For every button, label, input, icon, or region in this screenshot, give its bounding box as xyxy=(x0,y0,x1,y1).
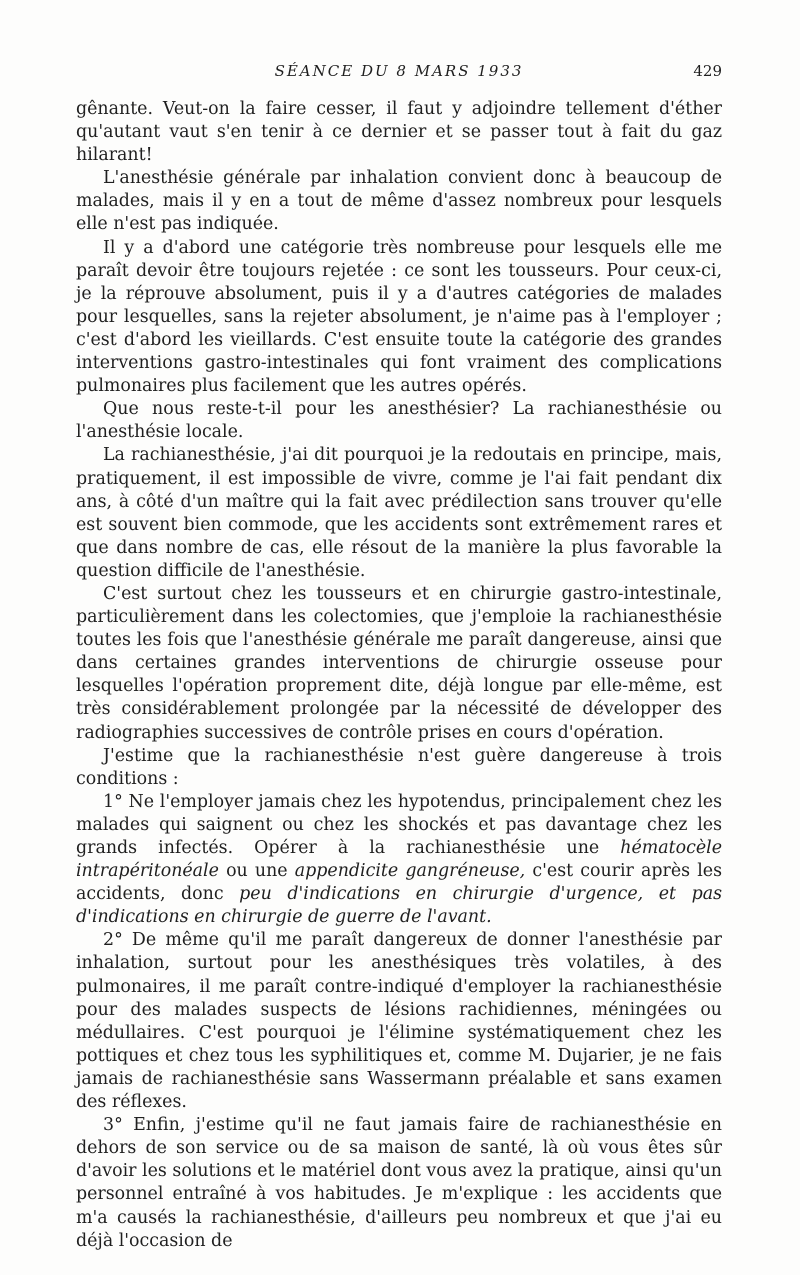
italic-text: appendicite gangréneuse, xyxy=(294,861,526,882)
paragraph xyxy=(76,791,722,930)
paragraph xyxy=(76,167,722,236)
paragraph xyxy=(76,398,722,444)
running-header xyxy=(76,60,722,84)
paragraph-text: La rachianesthésie, j'ai dit pourquoi je la redoutais en principe, mais, pratiquement, il est impossible de vivre, comme je l'ai fait pendant dix ans, à côté d'un maître qui la fait avec prédilection sans trouver qu'elle est souvent bien commode, que les accidents sont extrêmement rares et que dans nombre de cas, elle résout de la manière la plus favorable la question difficile de l'anesthésie. xyxy=(76,445,722,581)
paragraph xyxy=(76,583,722,745)
running-title: SÉANCE DU 8 MARS 1933 xyxy=(274,62,524,80)
paragraph-text: 2° De même qu'il me paraît dangereux de donner l'anesthésie par inhalation, surtout pour les anesthésiques très volatiles, à des pulmonaires, il me paraît contre-indiqué d'employer la rachianesthésie pour des malades suspects de lésions rachidiennes, méningées ou médullaires. C'est pourquoi je l'élimine systématiquement chez les pottiques et chez tous les syphilitiques et, comme M. Dujarier, je ne fais jamais de rachianesthésie sans Wassermann préalable et sans examen des réflexes. xyxy=(76,930,722,1113)
paragraph-text: C'est surtout chez les tousseurs et en chirurgie gastro-intestinale, particulièrement dans les colectomies, que j'emploie la rachianesthésie toutes les fois que l'anesthésie générale me paraît dangereuse, ainsi que dans certaines grandes interventions de chirurgie osseuse pour lesquelles l'opération proprement dite, déjà longue par elle-même, est très considérablement prolongée par la nécessité de développer des radiographies successives de contrôle prises en cours d'opération. xyxy=(76,583,722,743)
paragraph-text: J'estime que la rachianesthésie n'est guère dangereuse à trois conditions : xyxy=(76,745,722,789)
paragraph-text: ou une xyxy=(218,861,295,882)
body-text xyxy=(76,98,722,1253)
paragraph-text: Que nous reste-t-il pour les anesthésier? La rachianesthésie ou l'anesthésie locale. xyxy=(76,399,722,443)
paragraph-text: 1° Ne l'employer jamais chez les hypotendus, principalement chez les malades qui saignent ou chez les shockés et pas davantage chez les grands infectés. Opérer à la rachianesthésie une xyxy=(76,791,722,858)
paragraph xyxy=(76,444,722,583)
paragraph-text: gênante. Veut-on la faire cesser, il faut y adjoindre tellement d'éther qu'autant vaut s'en tenir à ce dernier et se passer tout à fait du gaz hilarant! xyxy=(76,99,722,166)
paragraph xyxy=(76,98,722,167)
paragraph-text: 3° Enfin, j'estime qu'il ne faut jamais faire de rachianesthésie en dehors de son service ou de sa maison de santé, là où vous êtes sûr d'avoir les solutions et le matériel dont vous avez la pratique, ainsi qu'un personnel entraîné à vos habitudes. Je m'explique : les accidents que m'a causés la rachianesthésie, d'ailleurs peu nombreux et que j'ai eu déjà l'occasion de xyxy=(76,1115,722,1251)
paragraph xyxy=(76,1114,722,1253)
paragraph xyxy=(76,745,722,791)
paragraph xyxy=(76,237,722,399)
paragraph-text: L'anesthésie générale par inhalation convient donc à beaucoup de malades, mais il y en a tout de même d'assez nombreux pour lesquels elle n'est pas indiquée. xyxy=(76,168,722,235)
italic-text: peu d'indications en chirurgie d'urgence, et pas d'indications en chirurgie de guerre de l'avant. xyxy=(76,884,722,928)
paragraph xyxy=(76,929,722,1114)
page-number: 429 xyxy=(693,62,722,80)
italic-text: hématocèle intrapéritonéale xyxy=(76,838,722,882)
paragraph-text: c'est courir après les accidents, donc xyxy=(76,861,723,905)
paragraph-text: Il y a d'abord une catégorie très nombreuse pour lesquels elle me paraît devoir être toujours rejetée : ce sont les tousseurs. Pour ceux-ci, je la réprouve absolument, puis il y a d'autres catégories de malades pour lesquelles, sans la rejeter absolument, je n'aime pas à l'employer ; c'est d'abord les vieillards. C'est ensuite toute la catégorie des grandes interventions gastro-intestinales qui font vraiment des complications pulmonaires plus facilement que les autres opérés. xyxy=(76,237,722,397)
